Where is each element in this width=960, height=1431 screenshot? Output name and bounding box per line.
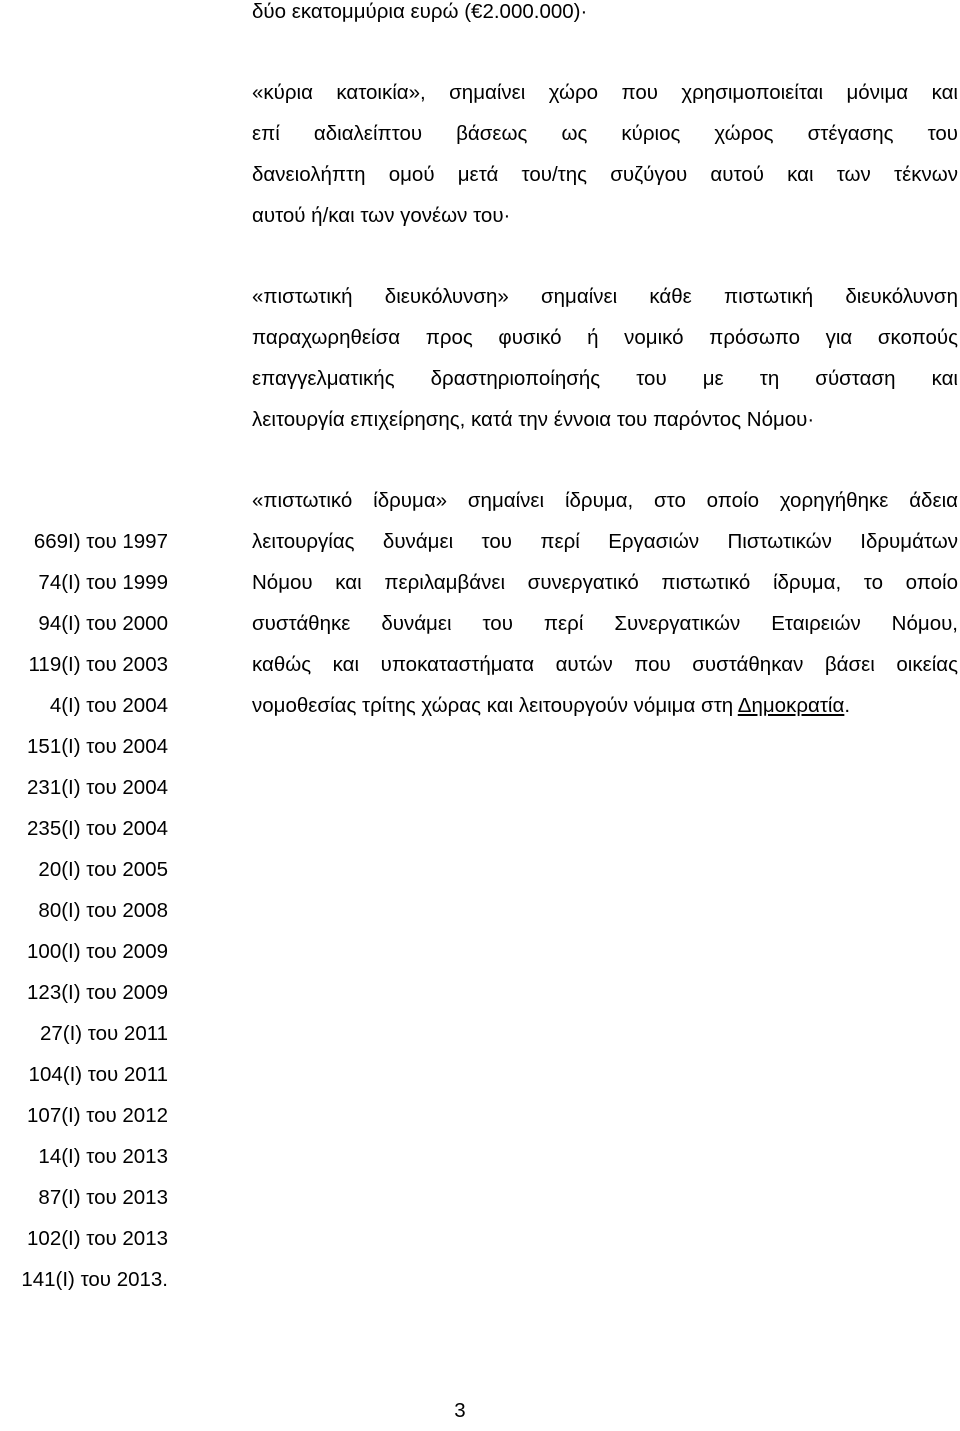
text-line: «πιστωτική διευκόλυνση» σημαίνει κάθε πιστωτική διευκόλυνση [252, 285, 958, 308]
margin-law-references [0, 521, 168, 1300]
law-reference: 94(Ι) του 2000 [38, 612, 168, 635]
text-segment: νομοθεσίας τρίτης χώρας και λειτουργούν νόμιμα στη [252, 694, 738, 717]
law-reference: 235(Ι) του 2004 [27, 817, 168, 840]
law-reference: 669Ι) του 1997 [33, 530, 168, 553]
law-reference: 27(Ι) του 2011 [39, 1022, 168, 1045]
text-line: λειτουργία επιχείρησης, κατά την έννοια του παρόντος Νόμου· [252, 408, 815, 431]
text-line: Νόμου και περιλαμβάνει συνεργατικό πιστωτικό ίδρυμα, το οποίο [252, 571, 958, 594]
law-reference: 87(Ι) του 2013 [38, 1186, 168, 1209]
law-reference: 104(Ι) του 2011 [28, 1063, 168, 1086]
law-reference: 20(Ι) του 2005 [38, 858, 168, 881]
law-reference: 151(Ι) του 2004 [27, 735, 168, 758]
law-reference: 231(Ι) του 2004 [27, 776, 168, 799]
law-reference: 80(Ι) του 2008 [38, 899, 168, 922]
law-reference: 100(Ι) του 2009 [27, 940, 168, 963]
text-line: αυτού ή/και των γονέων του· [252, 204, 511, 227]
text-line: «πιστωτικό ίδρυμα» σημαίνει ίδρυμα, στο οποίο χορηγήθηκε άδεια [252, 489, 958, 512]
text-line: λειτουργίας δυνάμει του περί Εργασιών Πιστωτικών Ιδρυμάτων [252, 530, 958, 553]
law-reference: 141(Ι) του 2013. [21, 1268, 168, 1291]
law-reference: 119(Ι) του 2003 [28, 653, 168, 676]
text-line: παραχωρηθείσα προς φυσικό ή νομικό πρόσωπο για σκοπούς [252, 326, 958, 349]
text-line: δανειολήπτη ομού μετά του/της συζύγου αυτού και των τέκνων [252, 163, 958, 186]
law-reference: 123(Ι) του 2009 [27, 981, 168, 1004]
text-line: καθώς και υποκαταστήματα αυτών που συστάθηκαν βάσει οικείας [252, 653, 958, 676]
definition-credit-facility [252, 276, 958, 440]
text-line: επί αδιαλείπτου βάσεως ως κύριος χώρος στέγασης του [252, 122, 958, 145]
previous-definition-ending: δύο εκατομμύρια ευρώ (€2.000.000)· [252, 0, 588, 23]
law-reference: 14(Ι) του 2013 [38, 1145, 168, 1168]
underlined-term: Δημοκρατία [737, 694, 845, 717]
text-line: «κύρια κατοικία», σημαίνει χώρο που χρησιμοποιείται μόνιμα και [252, 81, 958, 104]
law-reference: 102(Ι) του 2013 [27, 1227, 168, 1250]
law-reference: 4(Ι) του 2004 [49, 694, 168, 717]
definition-credit-institution [252, 480, 958, 726]
text-segment: . [844, 694, 851, 717]
text-line: συστάθηκε δυνάμει του περί Συνεργατικών Εταιρειών Νόμου, [252, 612, 958, 635]
definition-main-residence [252, 72, 958, 236]
law-reference: 74(Ι) του 1999 [38, 571, 168, 594]
text-line: επαγγελματικής δραστηριοποίησής του με τη σύσταση και [252, 367, 958, 390]
text-line [252, 685, 958, 726]
law-reference: 107(Ι) του 2012 [27, 1104, 168, 1127]
page-number: 3 [454, 1399, 466, 1422]
